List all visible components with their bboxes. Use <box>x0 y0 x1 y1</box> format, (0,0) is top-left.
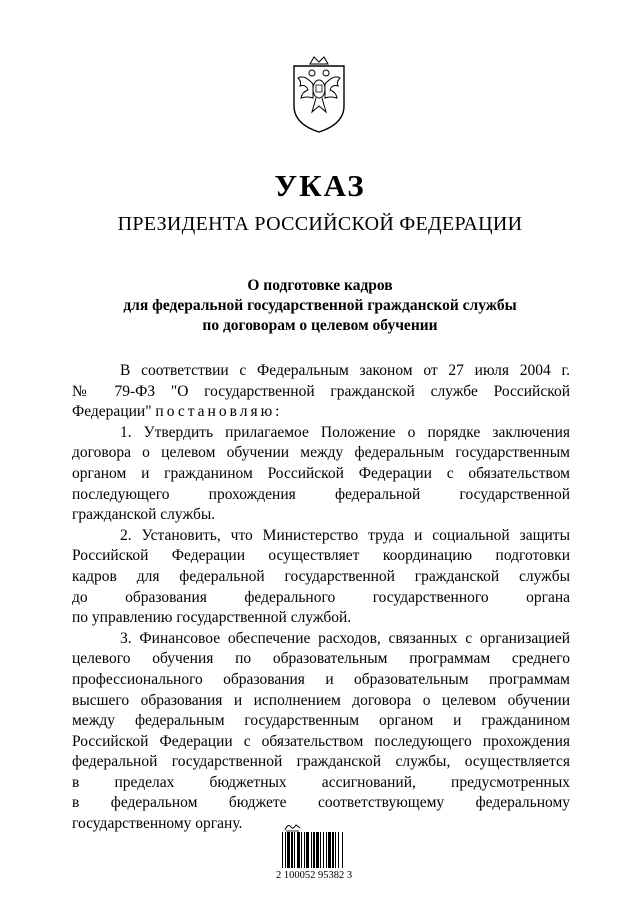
paragraph-2-line: 2. Установить, что Министерство труда и социальной защиты <box>120 526 570 544</box>
paragraph-2-line: до образования федерального государственного органа <box>72 588 570 606</box>
paragraph-3-line: высшего образования и исполнением договора о целевом обучении <box>72 691 570 709</box>
paragraph-3-line: Российской Федерации с обязательством последующего прохождения <box>72 732 570 750</box>
paragraph-3-line: между федеральным государственным органом и гражданином <box>72 712 570 730</box>
preamble-line: № 79-ФЗ "О государственной гражданской службе Российской <box>72 382 570 400</box>
paragraph-2-line: кадров для федеральной государственной гражданской службы <box>72 567 570 585</box>
paragraph-1-line: последующего прохождения федеральной государственной <box>72 485 570 503</box>
document-heading <box>0 276 640 336</box>
paragraph-3-line: профессионального образования и образовательным программам <box>72 670 570 688</box>
paragraph-3-line: в федеральном бюджете соответствующему федеральному <box>72 794 570 812</box>
barcode <box>276 822 374 884</box>
paragraph-2-line: по управлению государственной службой. <box>72 609 352 627</box>
barcode-bars-icon <box>280 832 374 868</box>
paragraph-1-line: договора о целевом обучении между федеральным государственным <box>72 444 570 462</box>
heading-line: О подготовке кадров <box>247 277 393 294</box>
heading-line: по договорам о целевом обучении <box>202 317 438 334</box>
preamble-line: В соответствии с Федеральным законом от 27 июля 2004 г. <box>120 362 570 379</box>
preamble-line <box>72 402 570 423</box>
document-title: УКАЗ <box>274 168 366 203</box>
state-emblem-icon <box>286 54 352 134</box>
paragraph-1-line: гражданской службы. <box>72 506 216 524</box>
barcode-number: 2 100052 95382 3 <box>276 870 353 881</box>
handwritten-mark-icon <box>284 822 302 832</box>
document-subtitle: ПРЕЗИДЕНТА РОССИЙСКОЙ ФЕДЕРАЦИИ <box>117 213 523 235</box>
paragraph-3-line: федеральной государственной гражданской службы, осуществляется <box>72 753 570 771</box>
paragraph-3-line: 3. Финансовое обеспечение расходов, связанных с организацией <box>120 629 570 647</box>
document-body <box>72 361 570 835</box>
paragraph-1-line: 1. Утвердить прилагаемое Положение о порядке заключения <box>120 423 570 441</box>
preamble-line-text: Федерации" <box>72 403 152 421</box>
heading-line: для федеральной государственной гражданской службы <box>123 297 517 314</box>
decree-word: постановляю: <box>155 403 283 421</box>
paragraph-2-line: Российской Федерации осуществляет координацию подготовки <box>72 547 570 565</box>
paragraph-3-line: государственному органу. <box>72 815 243 833</box>
paragraph-3-line: целевого обучения по образовательным программам среднего <box>72 650 570 668</box>
paragraph-1-line: органом и гражданином Российской Федерации с обязательством <box>72 464 570 482</box>
paragraph-3-line: в пределах бюджетных ассигнований, предусмотренных <box>72 773 570 791</box>
